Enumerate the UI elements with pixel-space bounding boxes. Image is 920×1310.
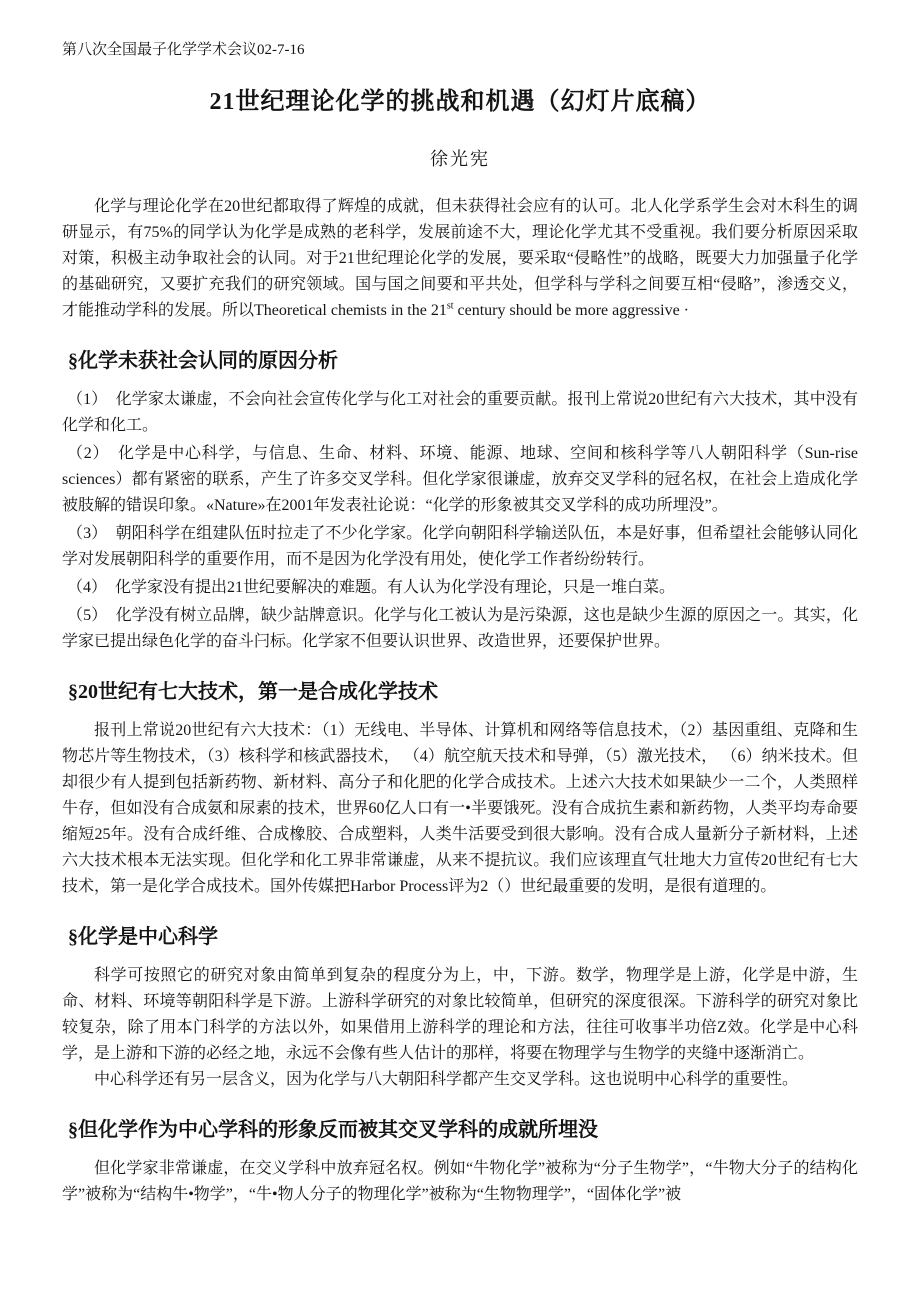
paragraph: 科学可按照它的研究对象由简单到复杂的程度分为上，中，下游。数学，物理学是上游，化学是中游，生命、材料、环境等朝阳科学是下游。上游科学研究的对象比较简单，但研究的深度很深。下游科学的研究对象比较复杂，除了用本门科学的方法以外，如果借用上游科学的理论和方法，往往可收事半功倍Z效。化学是中心科学，是上游和下游的必经之地，永远不会像有些人估计的那样，将要在物理学与生物学的夹缝中逐渐消亡。 [62,967,858,1062]
section-heading-image-buried: §但化学作为中心学科的形象反而被其交叉学科的成就所埋没 [68,1119,598,1141]
document-title: 21世纪理论化学的挑战和机遇（幻灯片底稿） [209,89,711,115]
section-heading-seven-technologies: §20世纪有七大技术，第一是合成化学技术 [68,681,438,703]
intro-text-start: 化学与理论化学在20世纪都取得了辉煌的成就，但未获得社会应有的认可。北人化学系学生会对木科生的调研显示，有75%的同学认为化学是成熟的老科学，发展前途不大，理论化学尤其不受重视。我们要分析原因采取对策，积极主动争取社会的认同。对于21世纪理论化学的发展，要采取“侵略性”的战略，既要大力加强量子化学的基础研究，又要扩充我们的研究领域。国与国之间要和平共处，但学科与学科之间要互相“侵略”，渗透交义，才能推动学科的发展。所以Theoretical chemists in the 21 [62,198,858,319]
paragraph: 中心科学还有另一层含义，因为化学与八大朝阳科学都产生交叉学科。这也说明中心科学的重要性。 [94,1071,799,1088]
paragraph: 报刊上常说20世纪有六大技术：（1）无线电、半导体、计算机和网络等信息技术，（2）基因重组、克降和生物芯片等生物技术，（3）核科学和核武器技术， （4）航空航天技术和导弹，（5）激光技术， （6）纳米技术。但却很少有人提到包括新药物、新材料、高分子和化肥的化学合成技术。上述六大技术如果缺少一二个，人类照样牛存，但如没有合成氨和尿素的技术，世界60亿人口有一•半要饿死。没有合成抗生素和新药物，人类平均寿命要缩短25年。没有合成纤维、合成橡胶、合成塑料，人类牛活要受到很大影响。没有合成人量新分子新材料，上述六大技术根本无法实现。但化学和化工界非常谦虚，从来不提抗议。我们应该理直气壮地大力宣传20世纪有七大技术，第一是化学合成技术。国外传媒把Harbor Process评为2（）世纪最重要的发明，是很有道理的。 [62,722,858,895]
document-header: 第八次全国最子化学学术会议02-7-16 [62,42,305,58]
section-heading-reasons: §化学未获社会认同的原因分析 [68,350,338,372]
section-heading-central-science: §化学是中心科学 [68,926,218,948]
list-item: （1） 化学家太谦虚，不会向社会宣传化学与化工对社会的重要贡献。报刊上常说20世纪有六大技术，其中没有化学和化工。 [62,391,858,434]
intro-paragraph [62,194,858,324]
intro-text-end: century should be more aggressive · [453,302,689,319]
document-author: 徐光宪 [430,149,490,169]
list-item: （5） 化学没有树立品牌，缺少詁牌意识。化学与化工被认为是污染源，这也是缺少生源的原因之一。其实，化学家已提出绿色化学的奋斗闩标。化学家不但要认识世界、改造世界，还要保护世界。 [62,607,858,650]
ordinal-superscript: st [446,300,454,312]
list-item: （3） 朝阳科学在组建队伍时拉走了不少化学家。化学向朝阳科学输送队伍，本是好事，但希望社会能够认同化学对发展朝阳科学的重要作用，而不是因为化学没有用处，使化学工作者纷纷转行。 [62,525,858,568]
list-item: （4） 化学家没有提出21世纪要解决的难题。有人认为化学没有理论，只是一堆白菜。 [67,579,676,596]
paragraph: 但化学家非常谦虚，在交义学科中放弃冠名权。例如“牛物化学”被称为“分子生物学”，“牛物大分子的结构化学”被称为“结构牛•物学”，“牛•物人分子的物理化学”被称为“生物物理学”，“固体化学”被 [62,1160,858,1203]
list-item: （2） 化学是中心科学，与信息、生命、材料、环境、能源、地球、空间和核科学等八人朝阳科学（Sun-rise sciences）都有紧密的联系，产生了许多交叉学科。但化学家很谦虚，放弃交叉学科的冠名权，在社会上造成化学被肢解的错误印象。«Nature»在2001年发表社论说：“化学的形象被其交叉学科的成功所埋没”。 [62,445,858,514]
